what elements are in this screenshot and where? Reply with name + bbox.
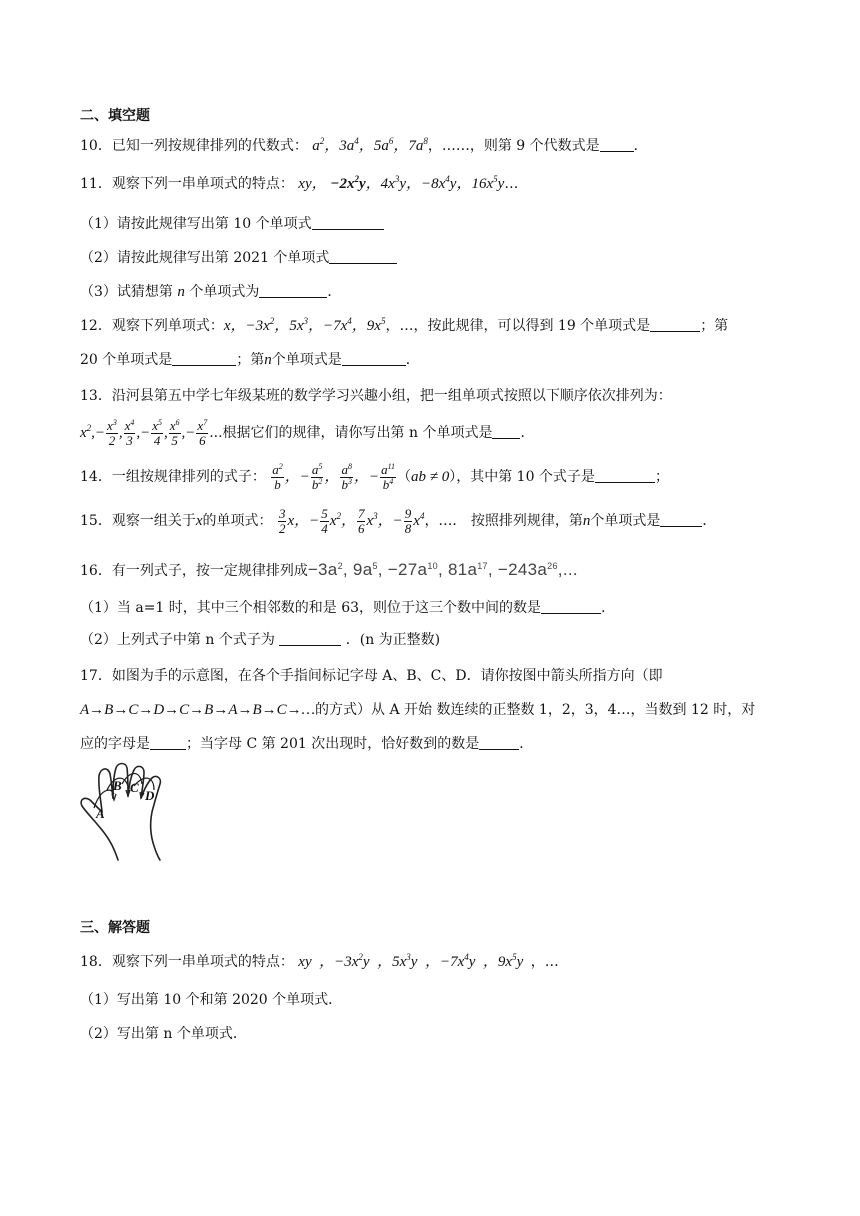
q11-part-2-text: （2）请按此规律写出第 2021 个单项式 [80, 250, 330, 266]
q12-n: n [264, 352, 272, 368]
q10-intro: 10．已知一列按规律排列的代数式： [80, 138, 308, 154]
q11-part-1-text: （1）请按此规律写出第 10 个单项式 [80, 216, 312, 232]
q17-line-2-text: 的方式）从 A 开始 数连续的正整数 1，2，3，4…，当数到 12 时，对 [315, 702, 756, 718]
q15-n: n [582, 513, 591, 529]
question-15 [80, 504, 716, 538]
q14-blank[interactable] [595, 468, 655, 483]
question-10 [80, 136, 648, 156]
hand-label-a: A [96, 806, 105, 821]
q11-part-3-text-a: （3）试猜想第 [80, 284, 173, 300]
question-14 [80, 460, 669, 494]
q18-part-2: （2）写出第 n 个单项式． [80, 1026, 247, 1042]
q10-tail: ，……，则第 9 个代数式是 [427, 138, 600, 154]
q16-sequence-image: $-3a^2$, $9a^5$, $-27a^{10}$, $81a^{17}$, $-243a^{26}$,... [307, 560, 578, 579]
q10-expression-list: $a^2$，$3a^4$，$5a^6$，$7a^8$ [312, 136, 428, 154]
q13-line-2 [80, 416, 534, 450]
q12-blank-20[interactable] [172, 351, 236, 366]
q18-part-1: （1）写出第 10 个和第 2020 个单项式． [80, 992, 343, 1008]
q15-blank[interactable] [660, 512, 702, 527]
q12-intro: 12．观察下列单项式： [80, 318, 224, 334]
question-18 [80, 952, 559, 972]
q14-end: ； [654, 469, 669, 485]
q17-line-2 [80, 700, 755, 720]
q17-blank-2[interactable] [479, 735, 519, 750]
q18-monomial-list: xy ，$-3x^2y$ ，$5x^3y$ ，$-7x^4y$ ，$9x^5y$ [298, 952, 531, 970]
question-17: 17．如图为手的示意图，在各个手指间标记字母 A、B、C、D．请你按图中箭头所指方向（即 [80, 668, 663, 684]
q17-line-3b: ；当字母 C 第 201 次出现时，恰好数到的数是 [186, 736, 480, 752]
q17-end: ． [519, 736, 534, 752]
q17-line-3 [80, 734, 533, 754]
q15-tail: ，…． 按照排列规律，第 [424, 513, 583, 529]
question-16 [80, 560, 578, 581]
q13-tail: ...根据它们的规律，请你写出第 n 个单项式是 [209, 425, 493, 441]
q12-blank-19[interactable] [650, 317, 700, 332]
q13-end: ． [520, 425, 535, 441]
hand-diagram [74, 760, 184, 864]
q11-tail: … [504, 176, 519, 192]
q15-var: x [195, 513, 203, 529]
question-13: 13．沿河县第五中学七年级某班的数学学习兴趣小组，把一组单项式按照以下顺序依次排列为： [80, 388, 672, 404]
q12-end: ． [405, 352, 420, 368]
q11-part-3 [80, 282, 341, 302]
q16-part-2-end: ．(n 为正整数) [345, 632, 441, 648]
q13-monomial-sequence: $x^2,-$ $\frac{x^3}{2}$ , $\frac{x^4}{3}$ ,− $\frac{x^5}{4}$ , $\frac{x^6}{5}$ ,− $\frac{x^7}{6}$ [80, 418, 208, 449]
q11-part-2-blank[interactable] [329, 249, 397, 264]
q14-cond-open: （ [396, 469, 411, 485]
section-title-fill: 二、填空题 [80, 108, 150, 124]
q16-part-2 [80, 630, 440, 650]
q15-intro2: 的单项式： [202, 513, 273, 529]
q14-intro: 14．一组按规律排列的式子： [80, 469, 266, 485]
q18-intro: 18．观察下列一串单项式的特点： [80, 954, 294, 970]
q16-part-1-end: ． [601, 600, 616, 616]
q14-condition: ab ≠ 0 [410, 469, 450, 485]
q15-monomial-list: $\frac{3}{2}$ x，− $\frac{5}{4}$ $x^2$， $\frac{7}{6}$ $x^3$，− $\frac{9}{8}$ $x^4$ [278, 506, 425, 537]
q12-line-2a: 20 个单项式是 [80, 352, 173, 368]
q11-part-1 [80, 214, 384, 234]
question-11 [80, 174, 518, 194]
q11-part-3-end: ． [327, 284, 342, 300]
q12-blank-n[interactable] [342, 351, 406, 366]
q17-blank-1[interactable] [150, 735, 186, 750]
q16-part-2-blank[interactable] [279, 631, 341, 646]
q12-mid2: ；第 [700, 318, 729, 334]
hand-label-b: B [113, 778, 122, 793]
q12-monomial-list: x，$-3x^2$，$5x^3$，$-7x^4$，$9x^5$ [223, 316, 386, 334]
q18-tail: ，… [530, 954, 559, 970]
q11-part-3-text-b: 个单项式为 [189, 284, 260, 300]
q17-line-3a: 应的字母是 [80, 736, 150, 752]
q16-intro: 16．有一列式子，按一定规律排列成 [80, 563, 308, 579]
q12-line-2b: ；第 [236, 352, 265, 368]
q15-intro: 15．观察一组关于 [80, 513, 196, 529]
q11-part-3-n: n [177, 284, 185, 300]
q10-end: ． [633, 138, 648, 154]
q17-sequence: A→B→C→D→C→B→A→B→C→… [80, 702, 315, 718]
q11-part-2 [80, 248, 397, 268]
q11-part-3-blank[interactable] [259, 283, 327, 298]
hand-label-c: C [130, 780, 139, 795]
q12-line-2 [80, 350, 420, 370]
q16-part-1-text: （1）当 a=1 时，其中三个相邻数的和是 63，则位于这三个数中间的数是 [80, 600, 542, 616]
q16-part-2-text: （2）上列式子中第 n 个式子为 [80, 632, 275, 648]
q11-part-1-blank[interactable] [312, 215, 384, 230]
question-12 [80, 316, 728, 336]
q12-mid: ，…，按此规律，可以得到 19 个单项式是 [385, 318, 651, 334]
section-title-solve: 三、解答题 [80, 920, 150, 936]
q13-blank[interactable] [492, 424, 520, 439]
q14-expression-list: $\frac{a^2}{b}$ ，− $\frac{a^5}{b^2}$ ， $\frac{a^8}{b^3}$ ，− $\frac{a^{11}}{b^4}$ [272, 462, 395, 493]
q10-answer-blank[interactable] [600, 137, 634, 152]
q15-tail2: 个单项式是 [590, 513, 661, 529]
q16-part-1-blank[interactable] [541, 599, 601, 614]
q15-end: ． [702, 513, 717, 529]
q11-monomial-list: xy， $-2x^2y$，$4x^3y$，$-8x^4y$，$16x^5y$ [298, 174, 505, 192]
q14-cond-close: ），其中第 10 个式子是 [449, 469, 595, 485]
q11-intro: 11．观察下列一串单项式的特点： [80, 176, 294, 192]
q16-part-1 [80, 598, 615, 618]
q12-line-2c: 个单项式是 [271, 352, 342, 368]
hand-label-d: D [145, 788, 155, 803]
